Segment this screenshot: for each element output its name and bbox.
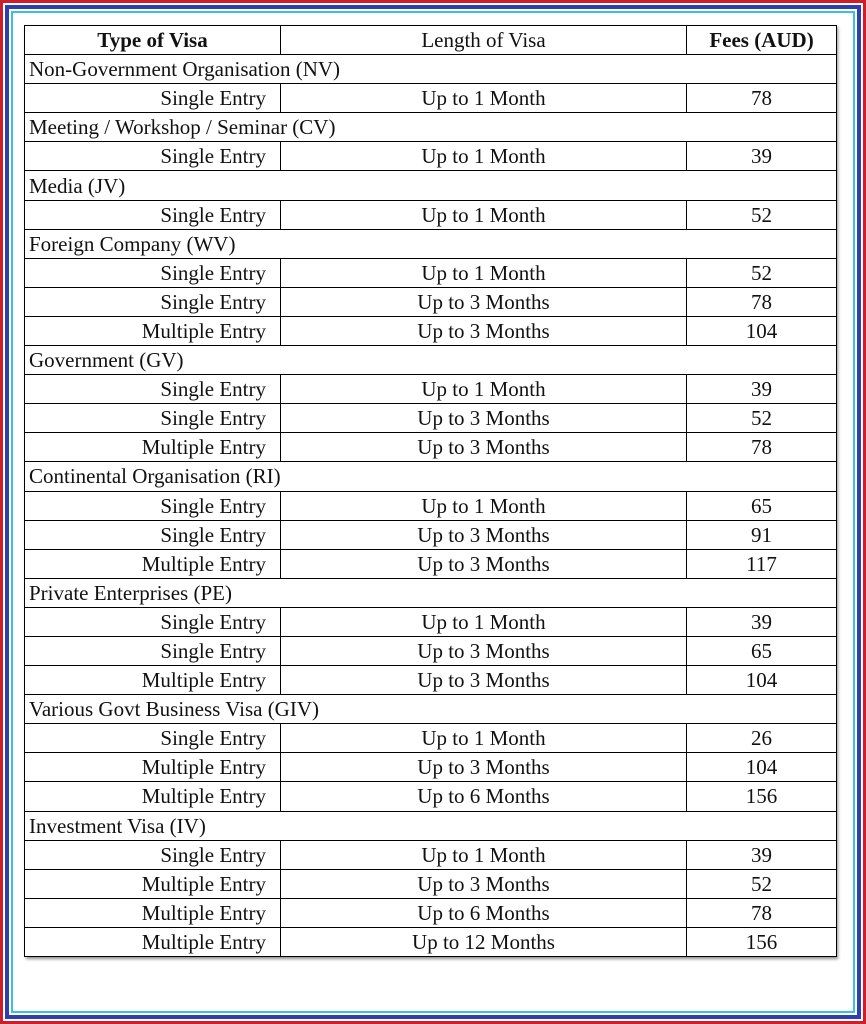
length-cell: Up to 3 Months — [281, 753, 687, 782]
category-name: Private Enterprises (PE) — [25, 578, 837, 607]
entry-type-cell: Single Entry — [25, 84, 281, 113]
fee-cell: 52 — [687, 258, 837, 287]
fee-cell: 78 — [687, 84, 837, 113]
category-name: Continental Organisation (RI) — [25, 462, 837, 491]
table-row — [25, 142, 837, 171]
fee-cell: 104 — [687, 316, 837, 345]
entry-type-cell: Single Entry — [25, 287, 281, 316]
category-row — [25, 695, 837, 724]
length-cell: Up to 3 Months — [281, 520, 687, 549]
table-body — [25, 55, 837, 957]
fee-cell: 39 — [687, 607, 837, 636]
fee-cell: 156 — [687, 782, 837, 811]
table-row — [25, 840, 837, 869]
fee-cell: 26 — [687, 724, 837, 753]
fee-cell: 65 — [687, 491, 837, 520]
table-row — [25, 927, 837, 956]
entry-type-cell: Multiple Entry — [25, 549, 281, 578]
category-name: Meeting / Workshop / Seminar (CV) — [25, 113, 837, 142]
length-cell: Up to 1 Month — [281, 142, 687, 171]
entry-type-cell: Single Entry — [25, 607, 281, 636]
length-cell: Up to 6 Months — [281, 782, 687, 811]
visa-fee-table — [24, 25, 837, 957]
entry-type-cell: Single Entry — [25, 142, 281, 171]
fee-cell: 78 — [687, 898, 837, 927]
entry-type-cell: Single Entry — [25, 636, 281, 665]
length-cell: Up to 3 Months — [281, 287, 687, 316]
entry-type-cell: Single Entry — [25, 375, 281, 404]
category-name: Various Govt Business Visa (GIV) — [25, 695, 837, 724]
entry-type-cell: Single Entry — [25, 200, 281, 229]
fee-cell: 52 — [687, 869, 837, 898]
length-cell: Up to 1 Month — [281, 258, 687, 287]
table-row — [25, 636, 837, 665]
table-header-row — [25, 26, 837, 55]
length-cell: Up to 6 Months — [281, 898, 687, 927]
category-row — [25, 113, 837, 142]
table-row — [25, 724, 837, 753]
length-cell: Up to 3 Months — [281, 316, 687, 345]
length-cell: Up to 1 Month — [281, 724, 687, 753]
table-row — [25, 433, 837, 462]
length-cell: Up to 3 Months — [281, 869, 687, 898]
table-row — [25, 404, 837, 433]
header-fees: Fees (AUD) — [687, 26, 837, 55]
length-cell: Up to 3 Months — [281, 433, 687, 462]
table-row — [25, 607, 837, 636]
table-row — [25, 491, 837, 520]
entry-type-cell: Multiple Entry — [25, 782, 281, 811]
category-name: Government (GV) — [25, 346, 837, 375]
table-row — [25, 316, 837, 345]
fee-cell: 117 — [687, 549, 837, 578]
length-cell: Up to 1 Month — [281, 375, 687, 404]
category-row — [25, 229, 837, 258]
header-type-of-visa: Type of Visa — [25, 26, 281, 55]
table-row — [25, 200, 837, 229]
fee-cell: 39 — [687, 840, 837, 869]
entry-type-cell: Single Entry — [25, 491, 281, 520]
table-row — [25, 84, 837, 113]
visa-fee-table-container — [24, 25, 836, 957]
entry-type-cell: Single Entry — [25, 724, 281, 753]
category-row — [25, 346, 837, 375]
fee-cell: 104 — [687, 753, 837, 782]
entry-type-cell: Multiple Entry — [25, 927, 281, 956]
length-cell: Up to 3 Months — [281, 666, 687, 695]
fee-cell: 52 — [687, 404, 837, 433]
length-cell: Up to 1 Month — [281, 200, 687, 229]
table-row — [25, 549, 837, 578]
table-row — [25, 666, 837, 695]
category-row — [25, 811, 837, 840]
header-length-of-visa: Length of Visa — [281, 26, 687, 55]
length-cell: Up to 3 Months — [281, 549, 687, 578]
category-row — [25, 171, 837, 200]
fee-cell: 104 — [687, 666, 837, 695]
table-row — [25, 520, 837, 549]
fee-cell: 39 — [687, 375, 837, 404]
entry-type-cell: Single Entry — [25, 840, 281, 869]
entry-type-cell: Multiple Entry — [25, 666, 281, 695]
length-cell: Up to 1 Month — [281, 491, 687, 520]
table-row — [25, 869, 837, 898]
table-row — [25, 258, 837, 287]
fee-cell: 65 — [687, 636, 837, 665]
entry-type-cell: Single Entry — [25, 404, 281, 433]
table-row — [25, 782, 837, 811]
fee-cell: 156 — [687, 927, 837, 956]
entry-type-cell: Multiple Entry — [25, 753, 281, 782]
entry-type-cell: Single Entry — [25, 520, 281, 549]
length-cell: Up to 1 Month — [281, 84, 687, 113]
category-name: Non-Government Organisation (NV) — [25, 55, 837, 84]
category-name: Foreign Company (WV) — [25, 229, 837, 258]
length-cell: Up to 3 Months — [281, 636, 687, 665]
fee-cell: 91 — [687, 520, 837, 549]
category-name: Investment Visa (IV) — [25, 811, 837, 840]
table-row — [25, 898, 837, 927]
category-name: Media (JV) — [25, 171, 837, 200]
table-row — [25, 375, 837, 404]
category-row — [25, 55, 837, 84]
fee-cell: 39 — [687, 142, 837, 171]
entry-type-cell: Multiple Entry — [25, 433, 281, 462]
length-cell: Up to 1 Month — [281, 840, 687, 869]
length-cell: Up to 3 Months — [281, 404, 687, 433]
table-row — [25, 753, 837, 782]
entry-type-cell: Single Entry — [25, 258, 281, 287]
length-cell: Up to 1 Month — [281, 607, 687, 636]
fee-cell: 52 — [687, 200, 837, 229]
fee-cell: 78 — [687, 433, 837, 462]
fee-cell: 78 — [687, 287, 837, 316]
entry-type-cell: Multiple Entry — [25, 316, 281, 345]
table-row — [25, 287, 837, 316]
category-row — [25, 578, 837, 607]
entry-type-cell: Multiple Entry — [25, 898, 281, 927]
entry-type-cell: Multiple Entry — [25, 869, 281, 898]
length-cell: Up to 12 Months — [281, 927, 687, 956]
category-row — [25, 462, 837, 491]
